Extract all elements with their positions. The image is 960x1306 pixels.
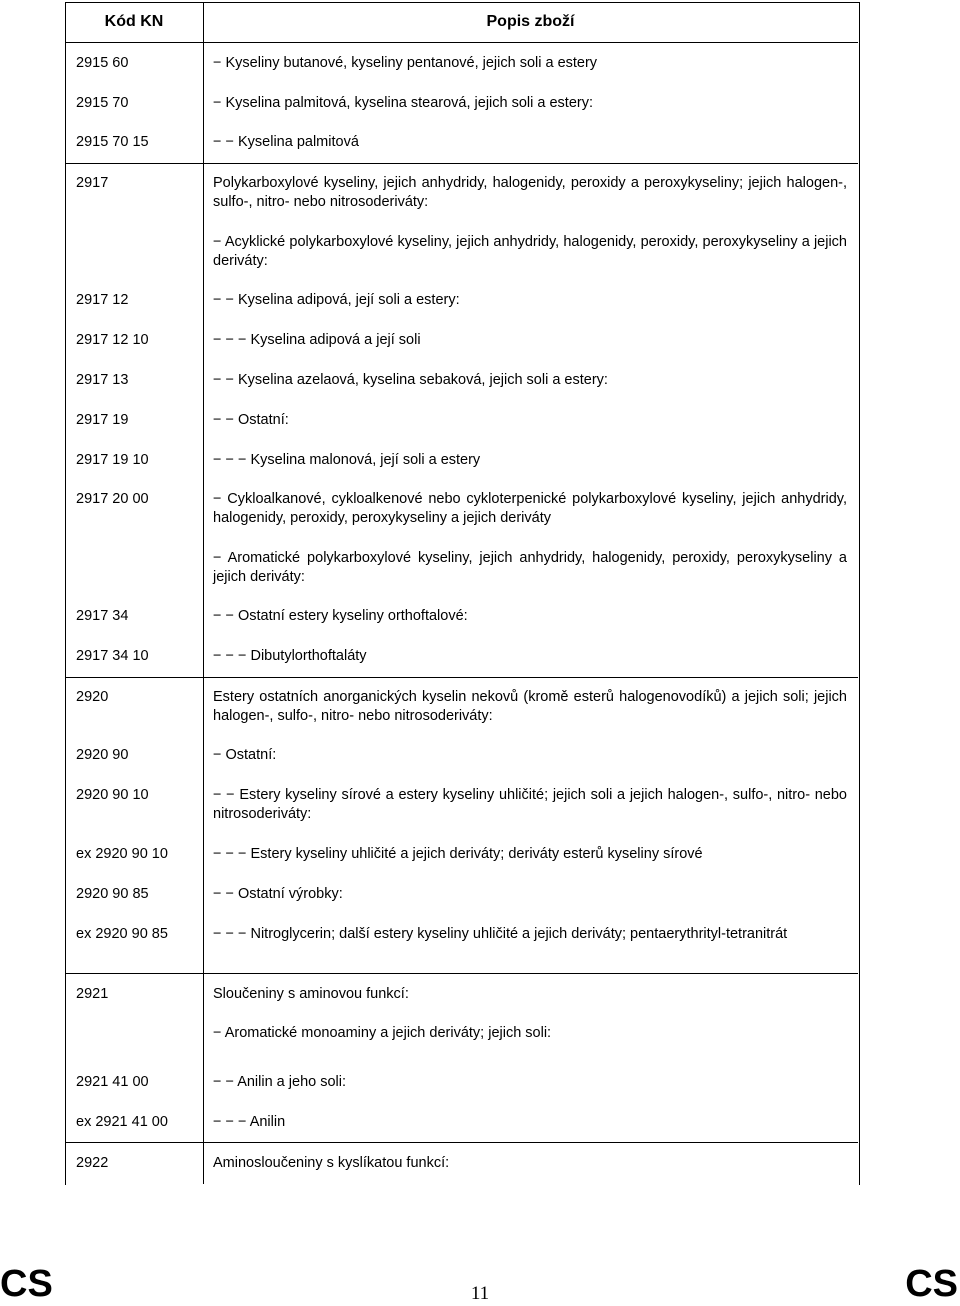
description-cell: − Cykloalkanové, cykloalkenové nebo cykloterpenické polykarboxylové kyseliny, jejich anhydridy, halogenidy, peroxidy, peroxykyseliny a jejich deriváty	[213, 491, 847, 526]
description-cell: − Ostatní:	[213, 747, 277, 763]
description-cell: − − − Kyselina adipová a její soli	[213, 332, 421, 348]
description-cell: − − Ostatní výrobky:	[213, 886, 343, 902]
code-cell: 2921	[76, 986, 109, 1002]
code-cell: ex 2921 41 00	[76, 1114, 168, 1130]
code-cell: 2922	[76, 1155, 109, 1171]
column-divider	[203, 2, 204, 1184]
code-cell: 2920 90 85	[76, 886, 149, 902]
description-cell: − − Kyselina azelaová, kyselina sebaková, jejich soli a estery:	[213, 372, 608, 388]
description-cell: Aminosloučeniny s kyslíkatou funkcí:	[213, 1155, 450, 1171]
code-cell: 2917 20 00	[76, 491, 149, 507]
description-cell: − − − Anilin	[213, 1114, 286, 1130]
row-separator	[65, 677, 858, 678]
row-separator	[65, 163, 858, 164]
code-cell: 2920 90	[76, 747, 129, 763]
code-cell: 2921 41 00	[76, 1074, 149, 1090]
footer-language-mark-left: CS	[0, 1263, 53, 1305]
code-cell: 2917 12	[76, 292, 129, 308]
code-cell: 2915 60	[76, 55, 129, 71]
code-cell: ex 2920 90 85	[76, 926, 168, 942]
code-cell: 2917 12 10	[76, 332, 149, 348]
header-code-kn: Kód KN	[104, 13, 164, 30]
code-cell: 2917 34	[76, 608, 129, 624]
row-separator	[65, 1142, 858, 1143]
table-header	[65, 2, 858, 43]
description-cell: − − Anilin a jeho soli:	[213, 1074, 347, 1090]
code-cell: 2917 13	[76, 372, 129, 388]
header-description: Popis zboží	[486, 13, 575, 30]
description-cell: − − − Dibutylorthoftaláty	[213, 648, 367, 664]
code-cell: 2917	[76, 175, 109, 191]
description-cell: − − Ostatní:	[213, 412, 289, 428]
description-cell: − Kyseliny butanové, kyseliny pentanové, jejich soli a estery	[213, 55, 598, 71]
description-cell: − Aromatické monoaminy a jejich deriváty; jejich soli:	[213, 1025, 552, 1041]
page-number: 11	[470, 1283, 490, 1304]
description-cell: − Aromatické polykarboxylové kyseliny, jejich anhydridy, halogenidy, peroxidy, peroxykyseliny a jejich deriváty:	[213, 550, 847, 585]
code-cell: 2917 19 10	[76, 452, 149, 468]
code-cell: 2920 90 10	[76, 787, 149, 803]
description-cell: Polykarboxylové kyseliny, jejich anhydridy, halogenidy, peroxidy a peroxykyseliny; jejich halogen-, sulfo-, nitro- nebo nitrosoderiváty:	[213, 175, 847, 210]
code-cell: 2915 70	[76, 95, 129, 111]
code-cell: 2917 19	[76, 412, 129, 428]
description-cell: − − Kyselina palmitová	[213, 134, 359, 150]
description-cell: − − Ostatní estery kyseliny orthoftalové:	[213, 608, 468, 624]
description-cell: − Kyselina palmitová, kyselina stearová, jejich soli a estery:	[213, 95, 593, 111]
description-cell: − − − Kyselina malonová, její soli a estery	[213, 452, 481, 468]
footer-language-mark-right: CS	[905, 1263, 958, 1305]
description-cell: Sloučeniny s aminovou funkcí:	[213, 986, 409, 1002]
description-cell: − − Kyselina adipová, její soli a estery:	[213, 292, 460, 308]
description-cell: − − − Estery kyseliny uhličité a jejich deriváty; deriváty esterů kyseliny sírové	[213, 846, 703, 862]
description-cell: Estery ostatních anorganických kyselin nekovů (kromě esterů halogenovodíků) a jejich soli; jejich halogen-, sulfo-, nitro- nebo nitrosoderiváty:	[213, 689, 847, 724]
code-cell: 2920	[76, 689, 109, 705]
code-cell: 2917 34 10	[76, 648, 149, 664]
code-cell: 2915 70 15	[76, 134, 149, 150]
description-cell: − − Estery kyseliny sírové a estery kyseliny uhličité; jejich soli a jejich halogen-, sulfo-, nitro- nebo nitrosoderiváty:	[213, 787, 847, 822]
description-cell: − Acyklické polykarboxylové kyseliny, jejich anhydridy, halogenidy, peroxidy, peroxykyseliny a jejich deriváty:	[213, 234, 847, 269]
row-separator	[65, 973, 858, 974]
code-cell: ex 2920 90 10	[76, 846, 168, 862]
description-cell: − − − Nitroglycerin; další estery kyseliny uhličité a jejich deriváty; pentaerythrityl-tetranitrát	[213, 926, 788, 942]
